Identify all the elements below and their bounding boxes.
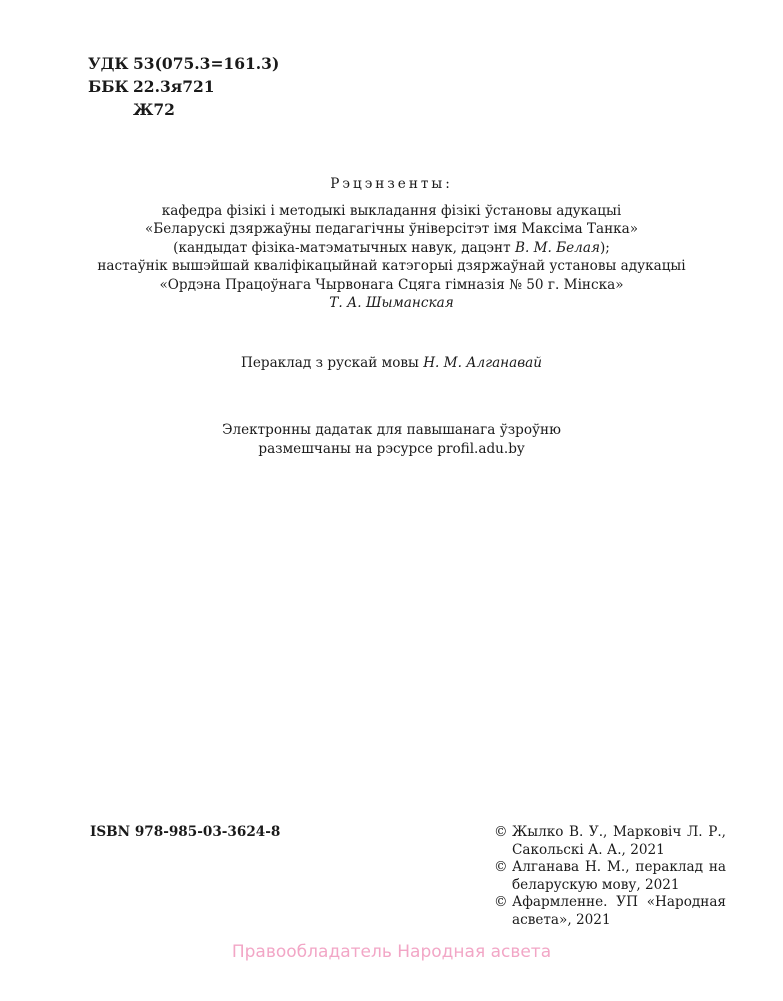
author-mark-row [88, 98, 279, 121]
translation-note [60, 354, 723, 372]
copyright-translation-line-2: беларускую мову, 2021 [512, 876, 680, 893]
copyright-translation-line-1: Алганава Н. М., пераклад на [512, 859, 726, 875]
translation-prefix: Пераклад з рускай мовы [240, 355, 424, 371]
copyright-icon: © [494, 894, 508, 910]
copyright-authors [494, 824, 726, 859]
copyright-authors-line-2: Сакольскі А. А., 2021 [512, 841, 665, 858]
copyright-design [494, 894, 726, 929]
reviewer-line-3 [60, 239, 723, 258]
reviewer-line-6 [60, 294, 723, 313]
udk-row [88, 52, 279, 75]
reviewer-name-belaya: В. М. Белая [514, 239, 600, 256]
bbk-label: ББК [88, 77, 129, 96]
reviewer-name-shymanskaya: Т. А. Шыманская [329, 295, 454, 311]
copyright-design-line-1: Афармленне. УП «Народная [512, 894, 726, 910]
classification-block [88, 52, 279, 121]
copyright-icon: © [494, 859, 508, 875]
reviewer-line-3-prefix: (кандыдат фізіка-матэматычных навук, дацэнт [173, 239, 515, 256]
isbn: ISBN 978-985-03-3624-8 [90, 824, 281, 840]
author-mark: Ж72 [133, 100, 175, 119]
reviewers-block [60, 175, 723, 313]
rights-holder-watermark: Правообладатель Народная асвета [231, 942, 552, 962]
copyright-design-line-2: асвета», 2021 [512, 911, 611, 928]
reviewer-line-4: настаўнік вышэйшай кваліфікацыйнай катэгорыі дзяржаўнай установы адукацыі [97, 258, 686, 274]
bbk-row [88, 75, 279, 98]
reviewer-line-1: кафедра фізікі і методыкі выкладання фізікі ўстановы адукацыі [161, 202, 622, 219]
bbk-value: 22.3я721 [133, 77, 215, 96]
copyright-block [494, 824, 726, 929]
reviewer-line-2: «Беларускі дзяржаўны педагагічны ўніверсітэт імя Максіма Танка» [144, 221, 639, 237]
udk-value: 53(075.3=161.3) [133, 54, 280, 73]
supplement-line-1: Электронны дадатак для павышанага ўзроўню [222, 422, 561, 438]
udk-label: УДК [88, 54, 129, 73]
supplement-line-2: размешчаны на рэсурсе profil.adu.by [258, 441, 525, 457]
reviewers-heading: Рэцэнзенты: [330, 176, 453, 192]
reviewer-line-3-suffix: ); [599, 239, 610, 256]
translator-name: Н. М. Алганавай [423, 355, 543, 371]
supplement-note [60, 421, 723, 459]
copyright-translation [494, 859, 726, 894]
copyright-icon: © [494, 824, 508, 840]
copyright-authors-line-1: Жылко В. У., Марковіч Л. Р., [512, 824, 726, 840]
reviewer-line-5: «Ордэна Працоўнага Чырвонага Сцяга гімназія № 50 г. Мінска» [159, 276, 624, 293]
